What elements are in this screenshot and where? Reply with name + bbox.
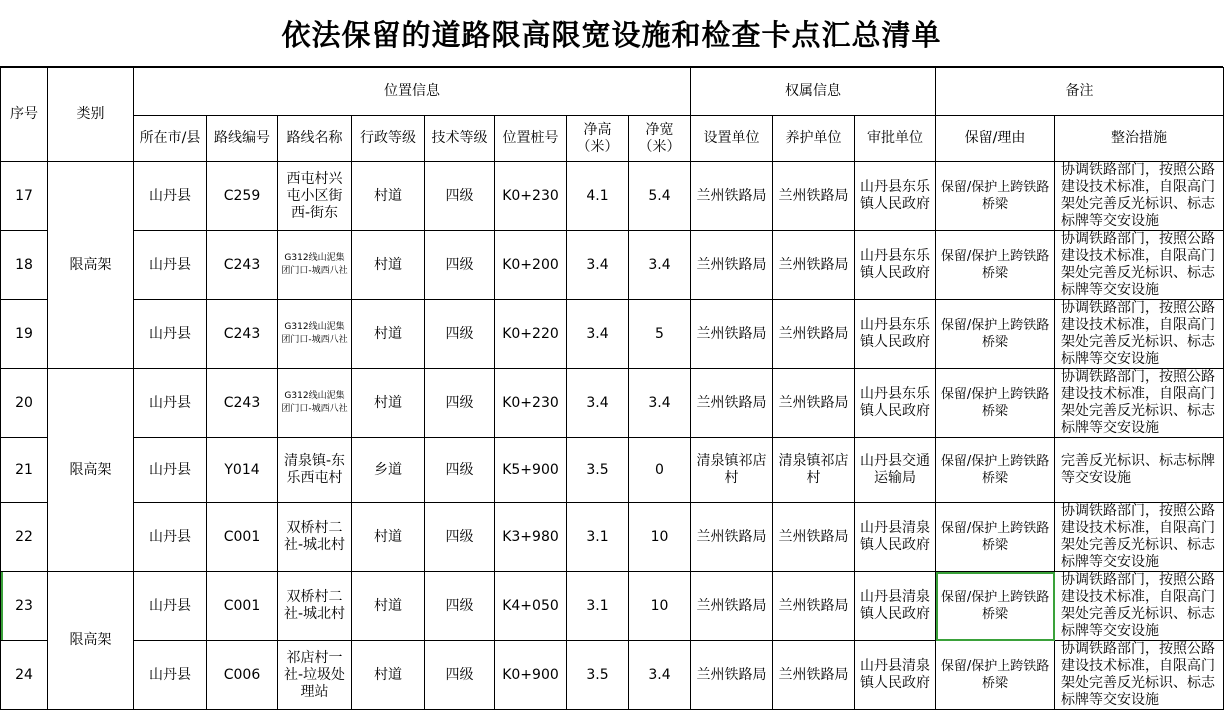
cell-reason[interactable]: 保留/保护上跨铁路桥梁 xyxy=(936,369,1055,438)
cell-setup-unit[interactable]: 兰州铁路局 xyxy=(691,300,773,369)
cell-route-name[interactable]: 双桥村二社-城北村 xyxy=(278,572,352,641)
cell-city[interactable]: 山丹县 xyxy=(134,300,207,369)
cell-admin-level[interactable]: 村道 xyxy=(352,369,425,438)
cell-category[interactable]: 限高架 xyxy=(48,572,134,710)
cell-tech-level[interactable]: 四级 xyxy=(425,438,495,503)
cell-tech-level[interactable]: 四级 xyxy=(425,572,495,641)
header-admin-level[interactable]: 行政等级 xyxy=(352,116,425,162)
cell-approve-unit[interactable]: 山丹县东乐镇人民政府 xyxy=(855,369,936,438)
table-row xyxy=(1,369,1224,438)
cell-maintain-unit[interactable]: 兰州铁路局 xyxy=(773,641,855,710)
cell-setup-unit[interactable]: 兰州铁路局 xyxy=(691,641,773,710)
cell-seq[interactable]: 18 xyxy=(1,231,48,300)
cell-admin-level[interactable]: 村道 xyxy=(352,572,425,641)
cell-tech-level[interactable]: 四级 xyxy=(425,641,495,710)
cell-admin-level[interactable]: 村道 xyxy=(352,300,425,369)
cell-reason[interactable]: 保留/保护上跨铁路桥梁 xyxy=(936,503,1055,572)
cell-reason[interactable]: 保留/保护上跨铁路桥梁 xyxy=(936,641,1055,710)
header-setup-unit[interactable]: 设置单位 xyxy=(691,116,773,162)
header-city[interactable]: 所在市/县 xyxy=(134,116,207,162)
cell-net-height[interactable]: 3.5 xyxy=(567,641,629,710)
cell-stake[interactable]: K3+980 xyxy=(495,503,567,572)
header-tech-level[interactable]: 技术等级 xyxy=(425,116,495,162)
cell-maintain-unit[interactable]: 兰州铁路局 xyxy=(773,162,855,231)
cell-route-name[interactable]: G312线山泥集团门口-城西八社 xyxy=(278,300,352,369)
header-measures[interactable]: 整治措施 xyxy=(1055,116,1224,162)
cell-city[interactable]: 山丹县 xyxy=(134,572,207,641)
cell-admin-level[interactable]: 村道 xyxy=(352,231,425,300)
cell-tech-level[interactable]: 四级 xyxy=(425,369,495,438)
cell-tech-level[interactable]: 四级 xyxy=(425,231,495,300)
cell-route-name[interactable]: 双桥村二社-城北村 xyxy=(278,503,352,572)
cell-setup-unit[interactable]: 兰州铁路局 xyxy=(691,572,773,641)
cell-maintain-unit[interactable]: 兰州铁路局 xyxy=(773,231,855,300)
cell-reason[interactable]: 保留/保护上跨铁路桥梁 xyxy=(936,162,1055,231)
header-seq[interactable]: 序号 xyxy=(1,68,48,162)
cell-measures[interactable]: 协调铁路部门，按照公路建设技术标准，自限高门架处完善反光标识、标志标牌等交安设施 xyxy=(1055,231,1224,300)
cell-measures[interactable]: 协调铁路部门，按照公路建设技术标准，自限高门架处完善反光标识、标志标牌等交安设施 xyxy=(1055,369,1224,438)
cell-setup-unit[interactable]: 兰州铁路局 xyxy=(691,162,773,231)
table-row xyxy=(1,300,1224,369)
cell-reason[interactable]: 保留/保护上跨铁路桥梁 xyxy=(936,300,1055,369)
cell-route-code[interactable]: C259 xyxy=(207,162,278,231)
cell-city[interactable]: 山丹县 xyxy=(134,231,207,300)
cell-stake[interactable]: K0+200 xyxy=(495,231,567,300)
header-ownership-group[interactable]: 权属信息 xyxy=(691,68,936,116)
cell-tech-level[interactable]: 四级 xyxy=(425,162,495,231)
cell-net-width[interactable]: 3.4 xyxy=(629,641,691,710)
cell-measures[interactable]: 协调铁路部门，按照公路建设技术标准，自限高门架处完善反光标识、标志标牌等交安设施 xyxy=(1055,300,1224,369)
cell-setup-unit[interactable]: 兰州铁路局 xyxy=(691,231,773,300)
cell-route-name[interactable]: 清泉镇-东乐西屯村 xyxy=(278,438,352,503)
cell-stake[interactable]: K5+900 xyxy=(495,438,567,503)
sheet-title: 依法保留的道路限高限宽设施和检查卡点汇总清单 xyxy=(0,0,1223,67)
cell-admin-level[interactable]: 村道 xyxy=(352,162,425,231)
header-maintain-unit[interactable]: 养护单位 xyxy=(773,116,855,162)
selected-cell-reason[interactable]: 保留/保护上跨铁路桥梁 xyxy=(936,572,1055,641)
cell-route-code[interactable]: C243 xyxy=(207,231,278,300)
cell-approve-unit[interactable]: 山丹县东乐镇人民政府 xyxy=(855,231,936,300)
header-net-height[interactable]: 净高（米） xyxy=(567,116,629,162)
cell-route-code[interactable]: C001 xyxy=(207,503,278,572)
cell-approve-unit[interactable]: 山丹县交通运输局 xyxy=(855,438,936,503)
cell-route-name[interactable]: G312线山泥集团门口-城西八社 xyxy=(278,369,352,438)
cell-maintain-unit[interactable]: 兰州铁路局 xyxy=(773,300,855,369)
cell-tech-level[interactable]: 四级 xyxy=(425,300,495,369)
header-reason[interactable]: 保留/理由 xyxy=(936,116,1055,162)
cell-approve-unit[interactable]: 山丹县清泉镇人民政府 xyxy=(855,572,936,641)
cell-route-code[interactable]: C001 xyxy=(207,572,278,641)
cell-approve-unit[interactable]: 山丹县东乐镇人民政府 xyxy=(855,300,936,369)
table-row xyxy=(1,641,1224,710)
cell-net-height[interactable]: 3.1 xyxy=(567,503,629,572)
cell-net-width[interactable]: 5 xyxy=(629,300,691,369)
cell-route-code[interactable]: Y014 xyxy=(207,438,278,503)
cell-net-height[interactable]: 3.5 xyxy=(567,438,629,503)
cell-city[interactable]: 山丹县 xyxy=(134,641,207,710)
cell-net-width[interactable]: 10 xyxy=(629,503,691,572)
cell-measures[interactable]: 协调铁路部门，按照公路建设技术标准，自限高门架处完善反光标识、标志标牌等交安设施 xyxy=(1055,572,1224,641)
cell-maintain-unit[interactable]: 兰州铁路局 xyxy=(773,369,855,438)
cell-category[interactable]: 限高架 xyxy=(48,162,134,369)
cell-maintain-unit[interactable]: 兰州铁路局 xyxy=(773,572,855,641)
cell-setup-unit[interactable]: 兰州铁路局 xyxy=(691,369,773,438)
cell-category[interactable]: 限高架 xyxy=(48,369,134,572)
cell-maintain-unit[interactable]: 兰州铁路局 xyxy=(773,503,855,572)
cell-tech-level[interactable]: 四级 xyxy=(425,503,495,572)
cell-net-width[interactable]: 0 xyxy=(629,438,691,503)
cell-seq[interactable]: 19 xyxy=(1,300,48,369)
cell-reason[interactable]: 保留/保护上跨铁路桥梁 xyxy=(936,438,1055,503)
header-net-width[interactable]: 净宽（米） xyxy=(629,116,691,162)
cell-seq[interactable]: 23 xyxy=(1,572,48,641)
cell-measures[interactable]: 协调铁路部门，按照公路建设技术标准，自限高门架处完善反光标识、标志标牌等交安设施 xyxy=(1055,503,1224,572)
cell-setup-unit[interactable]: 清泉镇祁店村 xyxy=(691,438,773,503)
cell-route-code[interactable]: C243 xyxy=(207,369,278,438)
header-location-group[interactable]: 位置信息 xyxy=(134,68,691,116)
cell-route-code[interactable]: C006 xyxy=(207,641,278,710)
cell-net-height[interactable]: 3.1 xyxy=(567,572,629,641)
header-stake[interactable]: 位置桩号 xyxy=(495,116,567,162)
cell-seq[interactable]: 17 xyxy=(1,162,48,231)
header-row-1 xyxy=(1,68,1224,116)
cell-route-name[interactable]: 西屯村兴屯小区街西-街东 xyxy=(278,162,352,231)
table-row xyxy=(1,503,1224,572)
table-row xyxy=(1,572,1224,641)
header-category[interactable]: 类别 xyxy=(48,68,134,162)
cell-admin-level[interactable]: 村道 xyxy=(352,503,425,572)
cell-route-code[interactable]: C243 xyxy=(207,300,278,369)
cell-admin-level[interactable]: 村道 xyxy=(352,641,425,710)
cell-measures[interactable]: 协调铁路部门，按照公路建设技术标准，自限高门架处完善反光标识、标志标牌等交安设施 xyxy=(1055,641,1224,710)
cell-setup-unit[interactable]: 兰州铁路局 xyxy=(691,503,773,572)
cell-approve-unit[interactable]: 山丹县清泉镇人民政府 xyxy=(855,503,936,572)
cell-seq[interactable]: 22 xyxy=(1,503,48,572)
cell-approve-unit[interactable]: 山丹县清泉镇人民政府 xyxy=(855,641,936,710)
cell-net-width[interactable]: 10 xyxy=(629,572,691,641)
data-table xyxy=(0,67,1224,710)
header-remarks-group[interactable]: 备注 xyxy=(936,68,1224,116)
cell-net-height[interactable]: 3.4 xyxy=(567,369,629,438)
cell-stake[interactable]: K0+220 xyxy=(495,300,567,369)
cell-route-name[interactable]: 祁店村一社-垃圾处理站 xyxy=(278,641,352,710)
cell-seq[interactable]: 21 xyxy=(1,438,48,503)
table-row xyxy=(1,231,1224,300)
cell-route-name[interactable]: G312线山泥集团门口-城西八社 xyxy=(278,231,352,300)
cell-maintain-unit[interactable]: 清泉镇祁店村 xyxy=(773,438,855,503)
cell-net-height[interactable]: 4.1 xyxy=(567,162,629,231)
cell-city[interactable]: 山丹县 xyxy=(134,162,207,231)
cell-seq[interactable]: 20 xyxy=(1,369,48,438)
cell-city[interactable]: 山丹县 xyxy=(134,438,207,503)
cell-stake[interactable]: K4+050 xyxy=(495,572,567,641)
cell-city[interactable]: 山丹县 xyxy=(134,503,207,572)
table-row xyxy=(1,162,1224,231)
header-row-2 xyxy=(1,116,1224,162)
cell-net-width[interactable]: 3.4 xyxy=(629,369,691,438)
cell-admin-level[interactable]: 乡道 xyxy=(352,438,425,503)
header-route-code[interactable]: 路线编号 xyxy=(207,116,278,162)
cell-net-width[interactable]: 5.4 xyxy=(629,162,691,231)
cell-stake[interactable]: K0+900 xyxy=(495,641,567,710)
cell-approve-unit[interactable]: 山丹县东乐镇人民政府 xyxy=(855,162,936,231)
cell-city[interactable]: 山丹县 xyxy=(134,369,207,438)
cell-stake[interactable]: K0+230 xyxy=(495,162,567,231)
cell-net-width[interactable]: 3.4 xyxy=(629,231,691,300)
cell-net-height[interactable]: 3.4 xyxy=(567,300,629,369)
table-row xyxy=(1,438,1224,503)
cell-measures[interactable]: 完善反光标识、标志标牌等交安设施 xyxy=(1055,438,1224,503)
header-approve-unit[interactable]: 审批单位 xyxy=(855,116,936,162)
cell-measures[interactable]: 协调铁路部门，按照公路建设技术标准，自限高门架处完善反光标识、标志标牌等交安设施 xyxy=(1055,162,1224,231)
cell-stake[interactable]: K0+230 xyxy=(495,369,567,438)
header-route-name[interactable]: 路线名称 xyxy=(278,116,352,162)
cell-reason[interactable]: 保留/保护上跨铁路桥梁 xyxy=(936,231,1055,300)
cell-net-height[interactable]: 3.4 xyxy=(567,231,629,300)
cell-seq[interactable]: 24 xyxy=(1,641,48,710)
